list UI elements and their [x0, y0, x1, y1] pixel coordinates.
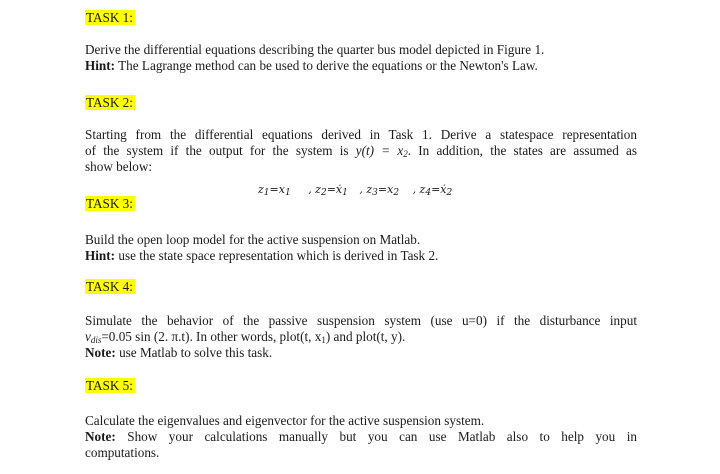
task-4-note-label: Note:	[85, 345, 116, 360]
task-5-note-label: Note:	[85, 429, 116, 444]
task-2-line-2	[85, 143, 637, 159]
task-3-hint-text: use the state space representation which is derived in Task 2.	[115, 248, 439, 263]
task-3-hint	[85, 248, 637, 264]
task-2-line-3: show below:	[85, 159, 153, 174]
task-2-body	[85, 127, 637, 175]
task-2-line-2-post: . In addition, the states are assumed as	[407, 143, 637, 158]
task-2-title: TASK 2:	[86, 95, 133, 110]
task-2-output-eq: y(t) = x	[355, 143, 404, 158]
task-4-line-1: Simulate the behavior of the passive suspension system (use u=0) if the disturbance input	[85, 313, 637, 328]
state-z2: , $z_2=ẋ_1$	[308, 183, 348, 198]
task-5-body	[85, 413, 637, 461]
task-2-output-sub: 2	[403, 149, 408, 159]
task-3-hint-label: Hint:	[85, 248, 116, 263]
task-4-v-symbol: v	[85, 329, 91, 344]
task-5-note	[85, 429, 637, 445]
task-4-line-2-text: =0.05 sin (2. π.t). In other words, plot(t, x	[101, 329, 322, 344]
task-1-hint-label: Hint:	[85, 58, 116, 73]
task-4-note	[85, 345, 637, 361]
task-1-hint-text: The Lagrange method can be used to derive the equations or the Newton's Law.	[115, 58, 538, 73]
task-2-line-2-pre: of the system if the output for the system is	[85, 143, 356, 158]
task-4-title: TASK 4:	[86, 279, 133, 294]
task-1-line-1: Derive the differential equations describing the quarter bus model depicted in Figure 1.	[85, 42, 545, 57]
task-3-title: TASK 3:	[86, 196, 133, 211]
state-z3: , $z_3=x_2$	[359, 183, 400, 198]
task-5-line-3: computations.	[85, 445, 160, 460]
task-1-body	[85, 42, 637, 74]
state-definitions	[258, 182, 452, 198]
task-4-x-sub: 1	[321, 335, 326, 345]
task-5-line-1: Calculate the eigenvalues and eigenvector for the active suspension system.	[85, 413, 485, 428]
task-4-line-2	[85, 329, 637, 345]
task-5-note-text: Show your calculations manually but you can use Matlab also to help you in	[115, 429, 637, 444]
state-z4: , $z_4=ẋ_2$	[412, 183, 453, 198]
task-4-v-sub: dis	[90, 335, 102, 345]
task-1-title: TASK 1:	[86, 10, 133, 25]
task-3-line-1: Build the open loop model for the active suspension on Matlab.	[85, 232, 421, 247]
task-4-note-text: use Matlab to solve this task.	[115, 345, 273, 360]
task-3-body	[85, 232, 637, 264]
task-5-title: TASK 5:	[86, 378, 133, 393]
task-2-line-1: Starting from the differential equations derived in Task 1. Derive a statespace representation	[85, 127, 637, 142]
state-z1: $z_1=x_1$	[258, 183, 291, 198]
task-4-body	[85, 313, 637, 361]
task-4-line-2-end: ) and plot(t, y).	[325, 329, 406, 344]
task-1-hint	[85, 58, 637, 74]
